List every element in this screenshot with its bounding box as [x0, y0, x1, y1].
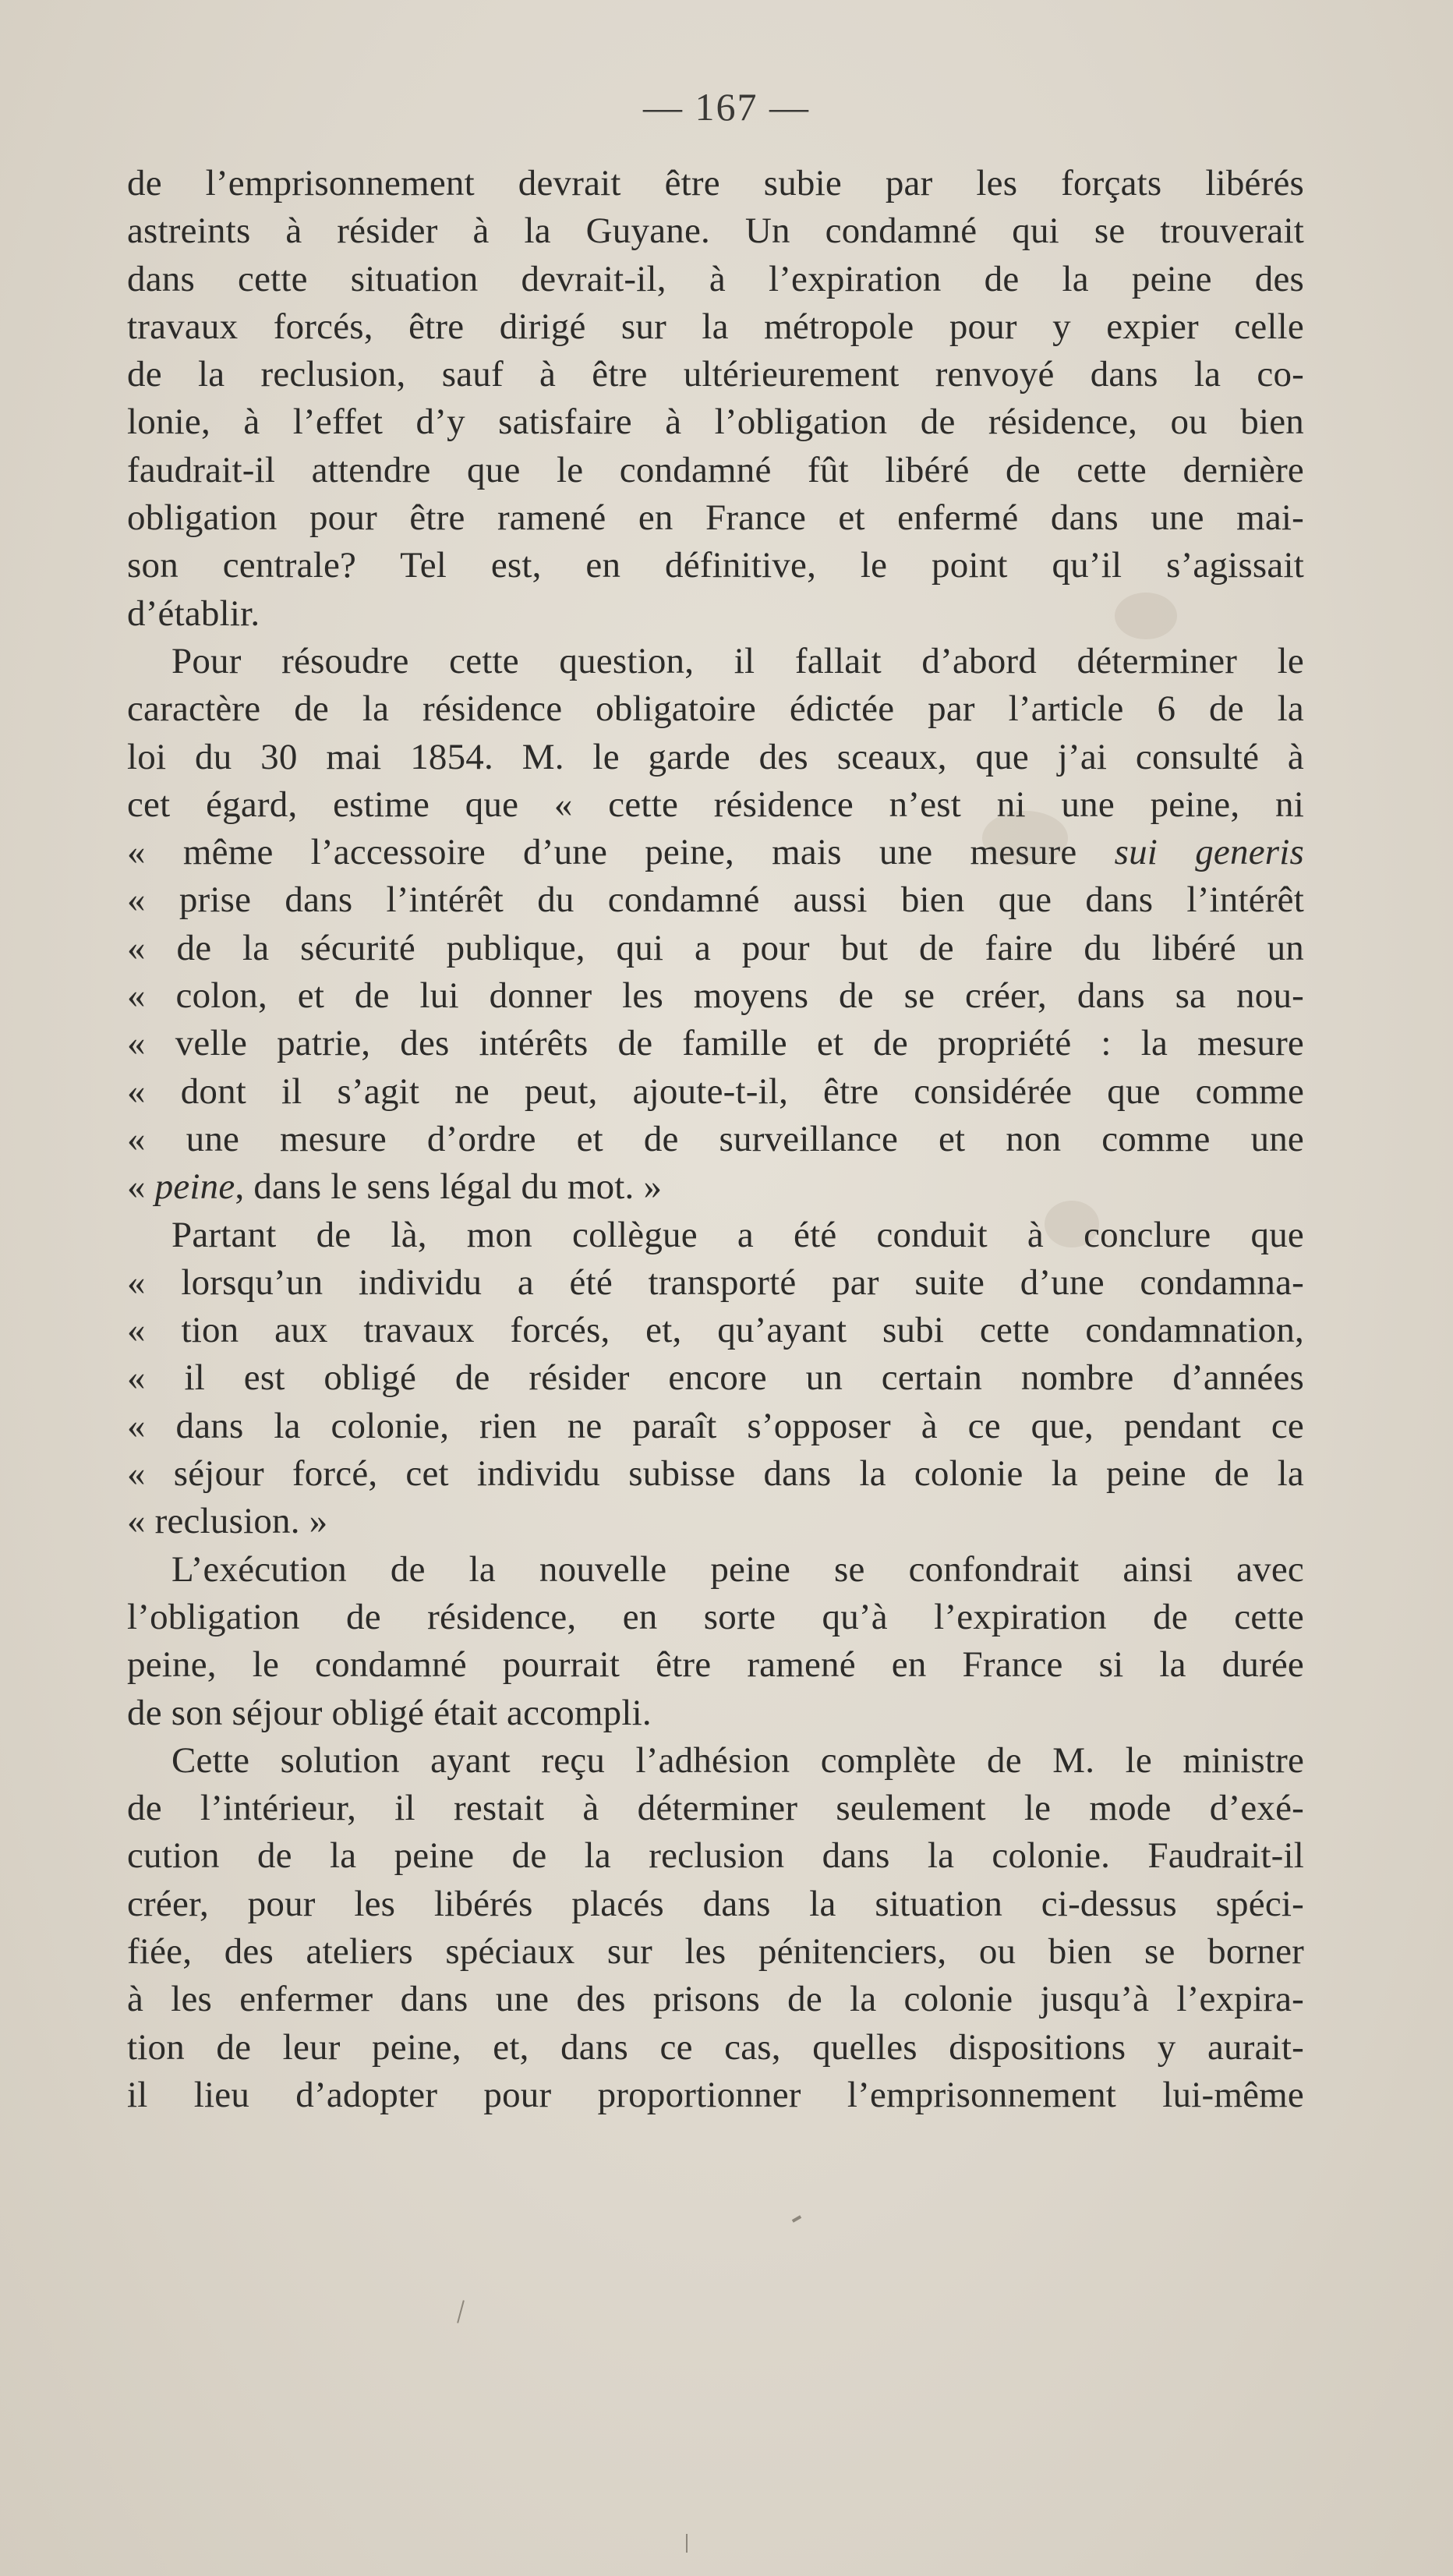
text-line: de la reclusion, sauf à être ultérieurement renvoyé dans la co- [127, 354, 1304, 395]
text-line: de son séjour obligé était accompli. [127, 1692, 652, 1733]
text-line: fiée, des ateliers spéciaux sur les pénitenciers, ou bien se borner [127, 1930, 1304, 1972]
text-line: astreints à résider à la Guyane. Un condamné qui se trouverait [127, 211, 1304, 252]
text-line: lonie, à l’effet d’y satisfaire à l’obligation de résidence, ou bien [127, 402, 1304, 443]
text-line: cution de la peine de la reclusion dans la colonie. Faudrait-il [127, 1835, 1304, 1877]
paragraph [127, 1737, 1304, 2119]
text-line: à les enfermer dans une des prisons de la colonie jusqu’à l’expira- [127, 1979, 1304, 2020]
body-text [127, 160, 1304, 2119]
text-line: « reclusion. » [127, 1501, 328, 1542]
text-line: tion de leur peine, et, dans ce cas, quelles dispositions y aurait- [127, 2026, 1304, 2068]
text-line: loi du 30 mai 1854. M. le garde des sceaux, que j’ai consulté à [127, 736, 1304, 777]
text-line: travaux forcés, être dirigé sur la métropole pour y expier celle [127, 306, 1304, 347]
text-line: L’exécution de la nouvelle peine se confondrait ainsi avec [171, 1548, 1304, 1590]
text-line: dans cette situation devrait-il, à l’expiration de la peine des [127, 258, 1304, 299]
text-line: Cette solution ayant reçu l’adhésion complète de M. le ministre [171, 1739, 1304, 1781]
text-line: « lorsqu’un individu a été transporté par suite d’une condamna- [127, 1261, 1304, 1303]
text-line: « velle patrie, des intérêts de famille et de propriété : la mesure [127, 1023, 1304, 1064]
text-line: « peine, dans le sens légal du mot. » [127, 1166, 663, 1208]
text-line: Pour résoudre cette question, il fallait d’abord déterminer le [171, 640, 1304, 681]
text-line: de l’emprisonnement devrait être subie par les forçats libérés [127, 163, 1304, 203]
text-line: Partant de là, mon collègue a été conduit à conclure que [171, 1214, 1304, 1255]
text-line: « même l’accessoire d’une peine, mais une mesure sui generis [127, 832, 1304, 873]
text-line: caractère de la résidence obligatoire édictée par l’article 6 de la [127, 688, 1304, 730]
page-number: — 167 — [643, 85, 810, 129]
text-line: faudrait-il attendre que le condamné fût libéré de cette dernière [127, 449, 1304, 490]
text-line: d’établir. [127, 593, 260, 634]
text-line: obligation pour être ramené en France et enfermé dans une mai- [127, 497, 1304, 539]
text-line: « dans la colonie, rien ne paraît s’opposer à ce que, pendant ce [127, 1405, 1304, 1446]
text-line: peine, le condamné pourrait être ramené en France si la durée [127, 1644, 1304, 1686]
text-line: l’obligation de résidence, en sorte qu’à l’expiration de cette [127, 1596, 1304, 1637]
text-line: « colon, et de lui donner les moyens de se créer, dans sa nou- [127, 975, 1304, 1017]
text-line: « séjour forcé, cet individu subisse dans la colonie la peine de la [127, 1453, 1304, 1495]
text-line: créer, pour les libérés placés dans la situation ci-dessus spéci- [127, 1883, 1304, 1924]
text-line: « une mesure d’ordre et de surveillance et non comme une [127, 1118, 1304, 1159]
text-line: « de la sécurité publique, qui a pour but de faire du libéré un [127, 927, 1304, 968]
text-line: il lieu d’adopter pour proportionner l’emprisonnement lui-même [127, 2074, 1304, 2115]
text-line: « prise dans l’intérêt du condamné aussi bien que dans l’intérêt [127, 879, 1304, 921]
ink-speck [792, 2215, 801, 2222]
text-line: son centrale? Tel est, en définitive, le point qu’il s’agissait [127, 545, 1304, 586]
text-line: « il est obligé de résider encore un certain nombre d’années [127, 1357, 1304, 1399]
text-line: « tion aux travaux forcés, et, qu’ayant subi cette condamnation, [127, 1310, 1304, 1351]
text-line: « dont il s’agit ne peut, ajoute-t-il, être considérée que comme [127, 1070, 1304, 1112]
text-line: cet égard, estime que « cette résidence n’est ni une peine, ni [127, 784, 1304, 825]
ink-speck [686, 2534, 688, 2553]
paragraph [127, 1546, 1304, 1737]
text-line: de l’intérieur, il restait à déterminer seulement le mode d’exé- [127, 1788, 1304, 1829]
ink-speck [457, 2300, 465, 2323]
paragraph [127, 160, 1304, 638]
paragraph [127, 638, 1304, 1212]
paragraph [127, 1212, 1304, 1546]
